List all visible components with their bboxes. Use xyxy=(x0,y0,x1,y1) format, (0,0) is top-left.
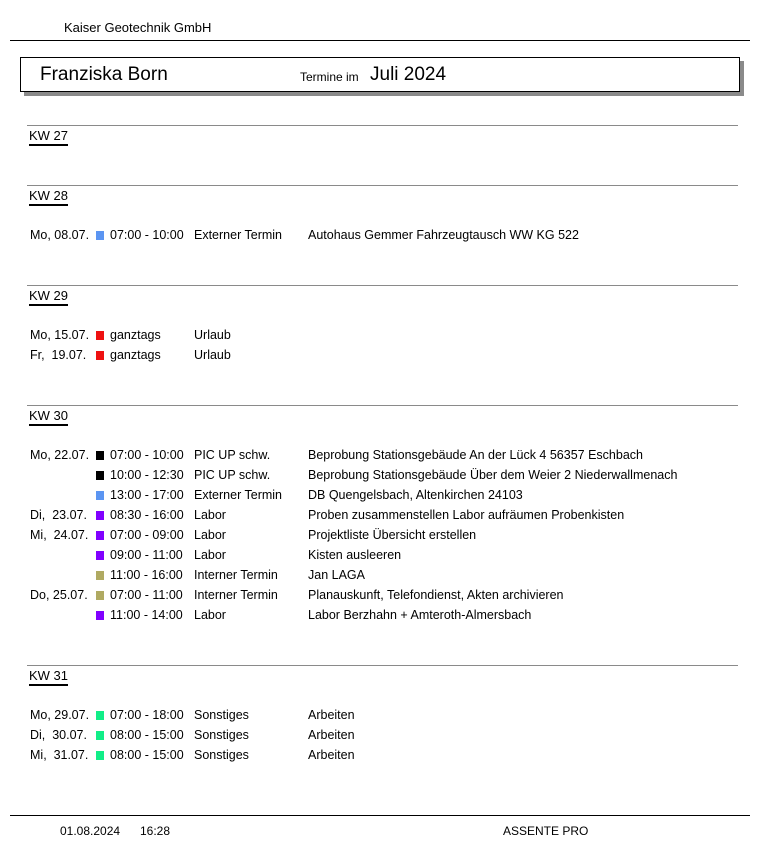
appointment-category: Interner Termin xyxy=(194,588,278,602)
appointment-row[interactable] xyxy=(0,347,780,367)
appointment-time: 11:00 - 16:00 xyxy=(110,568,183,582)
appointment-row[interactable] xyxy=(0,707,780,727)
footer-app-name: ASSENTE PRO xyxy=(503,824,589,838)
week-divider xyxy=(27,285,738,286)
week-label: KW 30 xyxy=(29,408,68,426)
appointment-category: Labor xyxy=(194,508,226,522)
category-color-icon xyxy=(96,231,104,240)
appointment-time: 08:30 - 16:00 xyxy=(110,508,184,522)
appointment-day: Mi, 31.07. xyxy=(30,748,89,762)
appointment-description: Arbeiten xyxy=(308,748,355,762)
appointment-category: Labor xyxy=(194,608,226,622)
category-color-icon xyxy=(96,511,104,520)
appointment-description: Planauskunft, Telefondienst, Akten archivieren xyxy=(308,588,564,602)
appointment-description: Beprobung Stationsgebäude Über dem Weier 2 Niederwallmenach xyxy=(308,468,678,482)
appointment-day: Do, 25.07. xyxy=(30,588,88,602)
appointment-description: Beprobung Stationsgebäude An der Lück 4 56357 Eschbach xyxy=(308,448,643,462)
category-color-icon xyxy=(96,751,104,760)
appointment-category: Externer Termin xyxy=(194,488,282,502)
category-color-icon xyxy=(96,571,104,580)
appointment-row[interactable] xyxy=(0,507,780,527)
appointment-category: Sonstiges xyxy=(194,728,249,742)
appointment-time: 09:00 - 11:00 xyxy=(110,548,183,562)
appointment-description: Labor Berzhahn + Amteroth-Almersbach xyxy=(308,608,532,622)
appointment-row[interactable] xyxy=(0,747,780,767)
appointment-time: 08:00 - 15:00 xyxy=(110,748,184,762)
appointment-day: Mo, 22.07. xyxy=(30,448,90,462)
appointment-row[interactable] xyxy=(0,527,780,547)
category-color-icon xyxy=(96,591,104,600)
appointment-time: 07:00 - 11:00 xyxy=(110,588,183,602)
appointment-category: Interner Termin xyxy=(194,568,278,582)
category-color-icon xyxy=(96,731,104,740)
appointment-time: 07:00 - 10:00 xyxy=(110,228,184,242)
appointment-time: 11:00 - 14:00 xyxy=(110,608,183,622)
appointment-category: Labor xyxy=(194,528,226,542)
week-label: KW 28 xyxy=(29,188,68,206)
category-color-icon xyxy=(96,451,104,460)
appointment-row[interactable] xyxy=(0,547,780,567)
category-color-icon xyxy=(96,471,104,480)
footer-date: 01.08.2024 xyxy=(60,824,121,838)
week-divider xyxy=(27,665,738,666)
header-box xyxy=(20,57,740,92)
category-color-icon xyxy=(96,491,104,500)
appointment-description: DB Quengelsbach, Altenkirchen 24103 xyxy=(308,488,523,502)
category-color-icon xyxy=(96,711,104,720)
appointment-row[interactable] xyxy=(0,587,780,607)
appointment-day: Mo, 08.07. xyxy=(30,228,90,242)
category-color-icon xyxy=(96,551,104,560)
week-divider xyxy=(27,185,738,186)
top-divider xyxy=(10,40,750,41)
appointment-row[interactable] xyxy=(0,487,780,507)
footer-time: 16:28 xyxy=(140,824,171,838)
appointment-description: Arbeiten xyxy=(308,728,355,742)
appointment-category: Externer Termin xyxy=(194,228,282,242)
appointment-description: Autohaus Gemmer Fahrzeugtausch WW KG 522 xyxy=(308,228,579,242)
appointment-day: Mo, 29.07. xyxy=(30,708,90,722)
appointment-description: Proben zusammenstellen Labor aufräumen Probenkisten xyxy=(308,508,625,522)
appointment-category: PIC UP schw. xyxy=(194,448,271,462)
week-label: KW 29 xyxy=(29,288,68,306)
appointment-day: Di, 23.07. xyxy=(30,508,87,522)
week-divider xyxy=(27,405,738,406)
week-label: KW 27 xyxy=(29,128,68,146)
appointment-category: Urlaub xyxy=(194,348,231,362)
appointment-row[interactable] xyxy=(0,447,780,467)
appointment-time: 08:00 - 15:00 xyxy=(110,728,184,742)
appointment-time: 07:00 - 18:00 xyxy=(110,708,184,722)
appointment-day: Fr, 19.07. xyxy=(30,348,87,362)
appointment-day: Di, 30.07. xyxy=(30,728,87,742)
appointment-description: Kisten ausleeren xyxy=(308,548,402,562)
appointment-row[interactable] xyxy=(0,607,780,627)
category-color-icon xyxy=(96,331,104,340)
appointment-day: Mo, 15.07. xyxy=(30,328,90,342)
appointment-row[interactable] xyxy=(0,327,780,347)
appointment-row[interactable] xyxy=(0,467,780,487)
appointment-description: Jan LAGA xyxy=(308,568,365,582)
appointment-time: ganztags xyxy=(110,328,161,342)
month-title: Juli 2024 xyxy=(370,64,447,85)
appointment-row[interactable] xyxy=(0,567,780,587)
appointment-time: 13:00 - 17:00 xyxy=(110,488,184,502)
person-name: Franziska Born xyxy=(40,64,168,85)
appointment-time: 07:00 - 09:00 xyxy=(110,528,184,542)
bottom-divider xyxy=(10,815,750,816)
appointment-row[interactable] xyxy=(0,727,780,747)
appointment-row[interactable] xyxy=(0,227,780,247)
week-label: KW 31 xyxy=(29,668,68,686)
category-color-icon xyxy=(96,351,104,360)
appointment-day: Mi, 24.07. xyxy=(30,528,89,542)
appointment-category: PIC UP schw. xyxy=(194,468,271,482)
appointment-time: 10:00 - 12:30 xyxy=(110,468,184,482)
appointment-category: Labor xyxy=(194,548,226,562)
termine-label: Termine im xyxy=(300,70,359,84)
week-divider xyxy=(27,125,738,126)
appointment-time: ganztags xyxy=(110,348,161,362)
appointment-description: Projektliste Übersicht erstellen xyxy=(308,528,477,542)
category-color-icon xyxy=(96,531,104,540)
appointment-category: Urlaub xyxy=(194,328,231,342)
appointment-time: 07:00 - 10:00 xyxy=(110,448,184,462)
appointment-category: Sonstiges xyxy=(194,708,249,722)
category-color-icon xyxy=(96,611,104,620)
appointment-category: Sonstiges xyxy=(194,748,249,762)
appointment-description: Arbeiten xyxy=(308,708,355,722)
company-name: Kaiser Geotechnik GmbH xyxy=(64,20,212,35)
